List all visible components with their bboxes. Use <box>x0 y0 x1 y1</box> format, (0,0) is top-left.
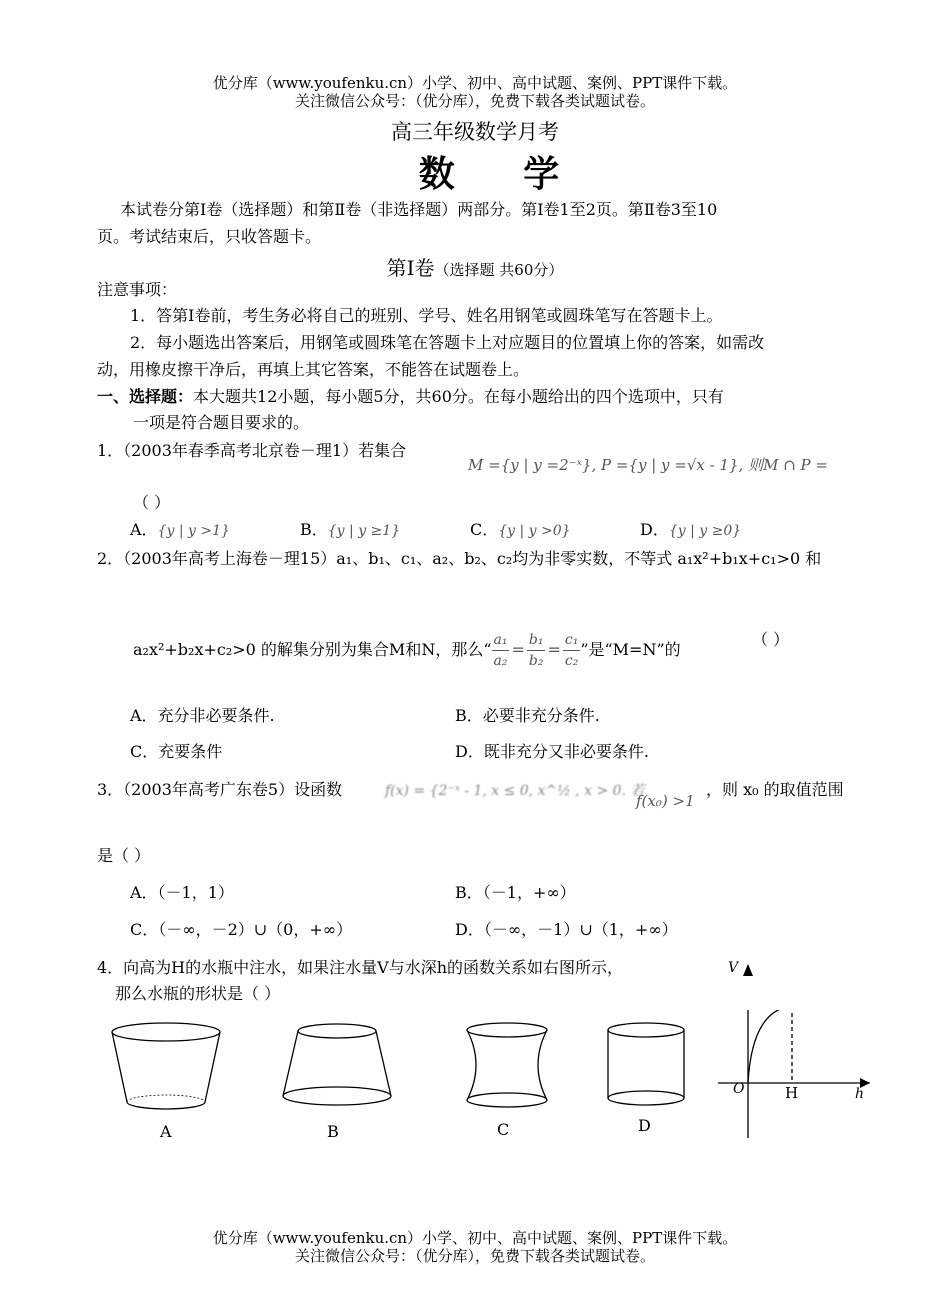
q3-line-2: 是（ ） <box>97 846 151 865</box>
part1-line-1 <box>97 387 724 407</box>
part1-line-2: 一项是符合题目要求的。 <box>133 413 310 432</box>
q1-stem: 1．（2003年春季高考北京卷－理1）若集合 <box>97 441 407 460</box>
q2-stem: 2．（2003年高考上海卷－理15）a₁、b₁、c₁、a₂、b₂、c₂均为非零实数，不等式 a₁x²+b₁x+c₁>0 和 <box>97 549 822 568</box>
note-2a: 2．每小题选出答案后，用钢笔或圆珠笔在答题卡上对应题目的位置填上你的答案，如需改 <box>130 333 765 352</box>
header-line-2: 关注微信公众号：（优分库），免费下载各类试题试卷。 <box>294 92 655 110</box>
bottle-a-shape <box>112 1023 220 1109</box>
graph-label-o: O <box>733 1081 745 1097</box>
notes-heading: 注意事项： <box>97 280 178 299</box>
q2-option-c: C．充要条件 <box>130 742 223 761</box>
q2-eq-1: = <box>511 640 525 659</box>
q3-option-c: C．（－∞，－2）∪（0，+∞） <box>130 920 353 939</box>
q2-option-d: D．既非充分又非必要条件. <box>455 742 649 761</box>
section-title <box>0 252 950 281</box>
q1-option-c-value: {y | y >0} <box>498 523 571 539</box>
q3-piecewise-formula: f(x) = {2⁻ˣ - 1, x ≤ 0, x^½ , x > 0. 若 <box>385 783 645 799</box>
q2-frac-b-num: b₁ <box>527 630 546 651</box>
bottle-c-label: C <box>497 1120 510 1139</box>
subject-title: 数 学 <box>418 153 588 195</box>
v-axis-arrow <box>743 964 753 976</box>
q1-option-a-label: A． <box>130 520 158 539</box>
q2-frac-c-num: c₁ <box>563 630 580 651</box>
q1-option-d-value: {y | y ≥0} <box>668 523 742 539</box>
q1-formula: M ={y | y =2⁻ˣ}, P ={y | y =√x - 1}, 则M ∩ P = <box>468 456 828 474</box>
q1-option-d-label: D． <box>640 520 669 539</box>
q2-frac-b-den: b₂ <box>528 652 544 669</box>
q1-option-b <box>300 520 400 541</box>
q2-line-2b: ”是“M=N”的 <box>580 640 681 659</box>
footer-line-1: 优分库（www.youfenku.cn）小学、初中、高中试题、案例、PPT课件下载。 <box>212 1229 738 1247</box>
graph-label-big-h: H <box>785 1084 799 1102</box>
footer-line-2: 关注微信公众号：（优分库），免费下载各类试题试卷。 <box>294 1247 655 1265</box>
q1-option-a-value: {y | y >1} <box>157 523 230 539</box>
note-2b: 动，用橡皮擦干净后，再填上其它答案，不能答在试题卷上。 <box>97 360 530 379</box>
q4-line-2: 那么水瓶的形状是（ ） <box>115 984 281 1003</box>
q2-frac-b <box>527 630 546 671</box>
bottle-c-shape <box>467 1023 547 1107</box>
q2-frac-a-num: a₁ <box>492 630 510 651</box>
section-title-main: 第Ⅰ卷 <box>386 256 435 280</box>
q3-option-d: D．（－∞，－1）∪（1，+∞） <box>455 920 678 939</box>
q2-frac-a <box>492 630 510 671</box>
graph-label-small-h: h <box>855 1086 865 1102</box>
q2-frac-c-den: c₂ <box>564 652 579 669</box>
bottle-d-label: D <box>638 1116 651 1135</box>
intro-line-1: 本试卷分第Ⅰ卷（选择题）和第Ⅱ卷（非选择题）两部分。第Ⅰ卷1至2页。第Ⅱ卷3至10 <box>120 200 718 219</box>
q2-paren: （ ） <box>752 630 790 649</box>
bottle-a-label: A <box>160 1122 172 1141</box>
q2-frac-c <box>563 630 580 671</box>
part1-text-1: 本大题共12小题，每小题5分，共60分。在每小题给出的四个选项中，只有 <box>193 387 724 406</box>
q1-option-a <box>130 520 230 541</box>
exam-title: 高三年级数学月考 <box>391 120 559 144</box>
q3-tail: ，则 x₀ 的取值范围 <box>706 780 844 799</box>
q4-line-1: 4．向高为H的水瓶中注水，如果注水量V与水深h的函数关系如右图所示， <box>97 958 623 977</box>
bottle-d-shape <box>608 1023 684 1105</box>
bottle-b-shape <box>283 1024 391 1105</box>
part1-heading: 一、选择题： <box>97 387 194 406</box>
q1-option-b-value: {y | y ≥1} <box>327 523 401 539</box>
q1-paren: （ ） <box>133 493 171 512</box>
q2-frac-a-den: a₂ <box>493 652 508 669</box>
q3-option-b: B．（－1，+∞） <box>455 883 576 902</box>
q2-option-b: B．必要非充分条件. <box>455 706 600 725</box>
header-line-1: 优分库（www.youfenku.cn）小学、初中、高中试题、案例、PPT课件下载。 <box>212 74 738 92</box>
note-1: 1．答第Ⅰ卷前，考生务必将自己的班别、学号、姓名用钢笔或圆珠笔写在答题卡上。 <box>130 306 723 325</box>
q3-condition: f(x₀) >1 <box>636 792 695 810</box>
q1-option-c <box>470 520 571 541</box>
q2-line-2 <box>133 620 681 680</box>
q1-option-b-label: B． <box>300 520 328 539</box>
v-curve <box>748 1010 792 1083</box>
q2-option-a: A．充分非必要条件. <box>130 706 275 725</box>
v-h-graph <box>718 1010 870 1138</box>
q3-stem: 3．（2003年高考广东卷5）设函数 <box>97 780 343 799</box>
bottle-b-label: B <box>327 1122 339 1141</box>
graph-label-v: V <box>728 960 739 976</box>
intro-line-2: 页。考试结束后，只收答题卡。 <box>97 227 322 246</box>
q1-option-c-label: C． <box>470 520 499 539</box>
q1-option-d <box>640 520 741 541</box>
q2-eq-2: = <box>547 640 561 659</box>
section-title-sub: （选择题 共60分） <box>434 261 564 279</box>
q2-line-2a: a₂x²+b₂x+c₂>0 的解集分别为集合M和N，那么“ <box>133 640 492 659</box>
q3-option-a: A．（－1，1） <box>130 883 234 902</box>
